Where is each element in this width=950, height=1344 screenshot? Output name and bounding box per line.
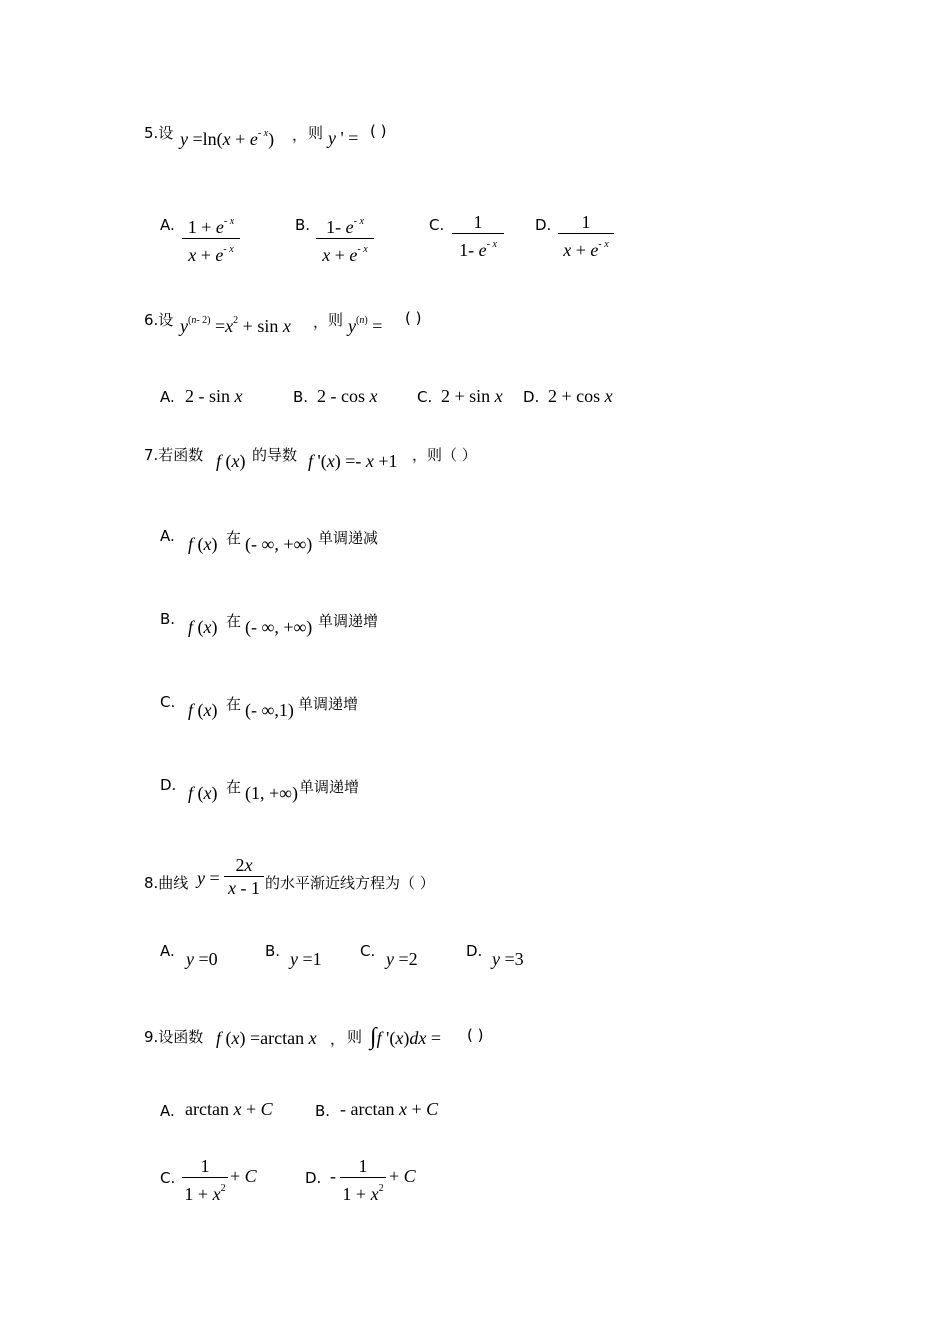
q5-paren: ( ) <box>370 122 387 140</box>
q9-option-c-fraction: $\frac{1}{1 + x^2}$ <box>182 1155 228 1205</box>
q5-option-d-fraction: $\frac{1}{x + e^- ^x}$ <box>558 211 614 261</box>
q6-option-c-expr: 2 + sin x <box>441 386 503 406</box>
q6-prefix: 6.设 <box>144 311 174 329</box>
q5-option-b-label: B. <box>295 216 311 234</box>
q9-option-a-label: A. <box>160 1102 175 1120</box>
q5-option-c-label: C. <box>429 216 445 234</box>
q7-option-d-desc: 单调递增 <box>299 778 360 796</box>
q7-option-b-desc: 单调递增 <box>318 612 379 630</box>
q7-option-c-desc: 单调递增 <box>298 695 359 713</box>
q6-paren: ( ) <box>405 309 422 327</box>
q6-target: $y^{(n)}$ = <box>348 315 383 336</box>
q7-fx: f (x) <box>216 451 246 471</box>
q9-option-d-plus-c: + C <box>389 1166 416 1186</box>
q7-prefix: 7.若函数 <box>144 446 204 464</box>
q6-then: 则 <box>328 311 344 329</box>
q7-option-d-zai: 在 <box>226 778 242 796</box>
q8-y-equals: y = <box>197 868 220 888</box>
q7-option-c-label: C. <box>160 693 176 711</box>
q8-option-a-label: A. <box>160 942 175 960</box>
q9-option-c-plus-c: + C <box>230 1166 257 1186</box>
q7-option-d-label: D. <box>160 776 177 794</box>
q9-option-b-expr: - arctan x + C <box>340 1099 439 1119</box>
q5-option-b-fraction: $\frac{1- e^- ^x}{x + e^- ^x}$ <box>316 211 374 266</box>
q5-option-c-fraction: $\frac{1}{1- e^- ^x}$ <box>452 211 504 261</box>
q7-mid: 的导数 <box>252 446 298 464</box>
q8-option-c-expr: y =2 <box>386 949 418 969</box>
q5-target: y ' = <box>328 128 359 148</box>
q8-option-b-label: B. <box>265 942 281 960</box>
q9-option-d-label: D. <box>305 1169 322 1187</box>
q9-option-c-label: C. <box>160 1169 176 1187</box>
q8-option-b-expr: y =1 <box>290 949 322 969</box>
q7-tail: ，则（ ） <box>412 446 477 464</box>
q5-option-d-label: D. <box>535 216 552 234</box>
q8-option-a-expr: y =0 <box>186 949 218 969</box>
q7-option-c-zai: 在 <box>226 695 242 713</box>
q5-formula: y =ln(x + e- $^x$) <box>180 128 275 149</box>
q6-option-d-label: D. <box>523 388 540 406</box>
q5-comma: ， <box>292 126 308 144</box>
q9-option-a-expr: arctan x + C <box>185 1099 273 1119</box>
q7-option-d-fx: f (x) <box>188 783 218 803</box>
q6-option-a-label: A. <box>160 388 175 406</box>
q7-option-b-label: B. <box>160 610 176 628</box>
q9-prefix: 9.设函数 <box>144 1028 204 1046</box>
q9-integral: ∫f '(x)dx = <box>370 1024 441 1050</box>
q7-option-a-interval: (- ∞, +∞) <box>245 534 313 554</box>
q9-option-d-fraction: $\frac{1}{1 + x^2}$ <box>340 1155 386 1205</box>
q7-option-b-fx: f (x) <box>188 617 218 637</box>
q9-comma: ， <box>330 1030 346 1048</box>
q7-option-a-label: A. <box>160 527 175 545</box>
q9-paren: ( ) <box>467 1026 484 1044</box>
q7-derivative: f '(x) =- x +1 <box>308 451 398 471</box>
q6-formula: $y^{(n- 2)} =x^2 + \sin x$ <box>180 315 291 336</box>
q9-fx: f (x) =arctan x <box>216 1028 317 1048</box>
q7-option-a-zai: 在 <box>226 529 242 547</box>
q9-then: 则 <box>347 1028 363 1046</box>
q9-option-b-label: B. <box>315 1102 331 1120</box>
q7-option-a-fx: f (x) <box>188 534 218 554</box>
q7-option-c-interval: (- ∞,1) <box>245 700 294 720</box>
q5-option-a-label: A. <box>160 216 175 234</box>
q7-option-b-zai: 在 <box>226 612 242 630</box>
q9-option-d-minus: - <box>330 1166 336 1186</box>
q7-option-a-desc: 单调递减 <box>318 529 379 547</box>
q8-option-d-expr: y =3 <box>492 949 524 969</box>
q7-option-b-interval: (- ∞, +∞) <box>245 617 313 637</box>
q8-option-c-label: C. <box>360 942 376 960</box>
q5-prefix: 5.设 <box>144 124 174 142</box>
q6-option-b-label: B. <box>293 388 309 406</box>
q6-comma: ， <box>313 313 329 331</box>
q7-option-c-fx: f (x) <box>188 700 218 720</box>
q6-option-b-expr: 2 - cos x <box>317 386 378 406</box>
q6-option-a-expr: 2 - sin x <box>185 386 243 406</box>
q7-option-d-interval: (1, +∞) <box>245 783 298 803</box>
q8-fraction: $\frac{2x}{x - 1}$ <box>224 854 264 899</box>
q5-option-a-fraction: $\frac{1 + e^- ^x}{x + e^- ^x}$ <box>182 211 240 266</box>
q6-option-d-expr: 2 + cos x <box>548 386 613 406</box>
q8-prefix: 8.曲线 <box>144 874 189 892</box>
q6-option-c-label: C. <box>417 388 433 406</box>
q8-option-d-label: D. <box>466 942 483 960</box>
q5-then: 则 <box>308 124 324 142</box>
q8-tail: 的水平渐近线方程为（ ） <box>265 874 435 892</box>
